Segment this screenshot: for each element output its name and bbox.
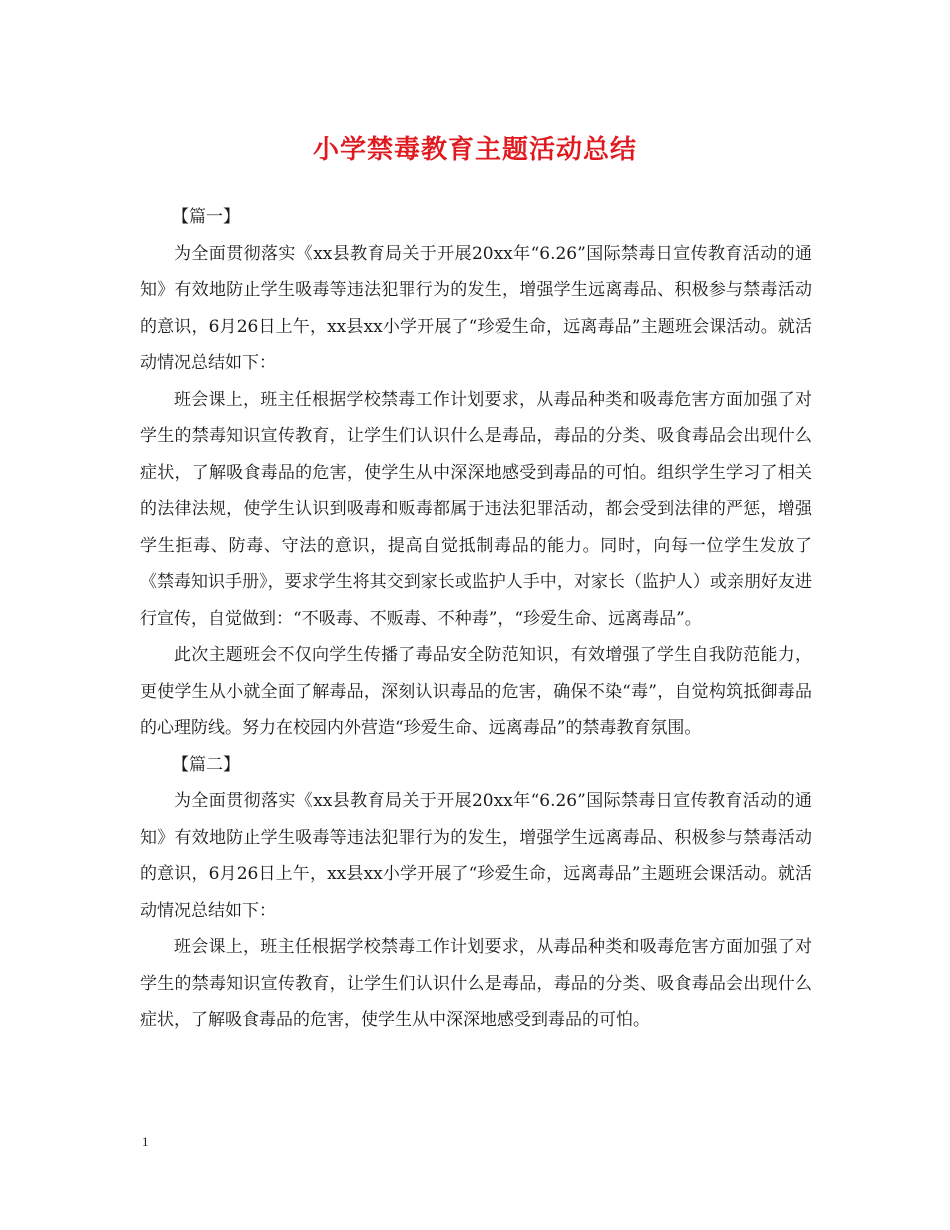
paragraph: 为全面贯彻落实《xx县教育局关于开展20xx年“6.26”国际禁毒日宣传教育活动的通知》有效地防止学生吸毒等违法犯罪行为的发生，增强学生远离毒品、积极参与禁毒活动的意识，6月26日上午，xx县xx小学开展了“珍爱生命，远离毒品”主题班会课活动。就活动情况总结如下： [140, 791, 812, 921]
paragraph: 为全面贯彻落实《xx县教育局关于开展20xx年“6.26”国际禁毒日宣传教育活动的通知》有效地防止学生吸毒等违法犯罪行为的发生，增强学生远离毒品、积极参与禁毒活动的意识，6月26日上午，xx县xx小学开展了“珍爱生命，远离毒品”主题班会课活动。就活动情况总结如下： [140, 243, 812, 373]
document-title: 小学禁毒教育主题活动总结 [312, 135, 637, 165]
paragraph: 班会课上，班主任根据学校禁毒工作计划要求，从毒品种类和吸毒危害方面加强了对学生的禁毒知识宣传教育，让学生们认识什么是毒品，毒品的分类、吸食毒品会出现什么症状，了解吸食毒品的危害，使学生从中深深地感受到毒品的可怕。组织学生学习了相关的法律法规，使学生认识到吸毒和贩毒都属于违法犯罪活动，都会受到法律的严惩，增强学生拒毒、防毒、守法的意识，提高自觉抵制毒品的能力。同时，向每一位学生发放了《禁毒知识手册》，要求学生将其交到家长或监护人手中，对家长（监护人）或亲朋好友进行宣传，自觉做到：“不吸毒、不贩毒、不种毒”，“珍爱生命、远离毒品”。 [140, 389, 812, 629]
document-body [140, 199, 812, 1039]
paragraph: 此次主题班会不仅向学生传播了毒品安全防范知识，有效增强了学生自我防范能力，更使学生从小就全面了解毒品，深刻认识毒品的危害，确保不染“毒”，自觉构筑抵御毒品的心理防线。努力在校园内外营造“珍爱生命、远离毒品”的禁毒教育氛围。 [140, 645, 812, 738]
paragraph: 班会课上，班主任根据学校禁毒工作计划要求，从毒品种类和吸毒危害方面加强了对学生的禁毒知识宣传教育，让学生们认识什么是毒品，毒品的分类、吸食毒品会出现什么症状，了解吸食毒品的危害，使学生从中深深地感受到毒品的可怕。 [140, 937, 812, 1030]
section-heading-2: 【篇二】 [172, 754, 240, 775]
page-number: 1 [142, 1134, 149, 1149]
section-heading-1: 【篇一】 [172, 207, 240, 227]
